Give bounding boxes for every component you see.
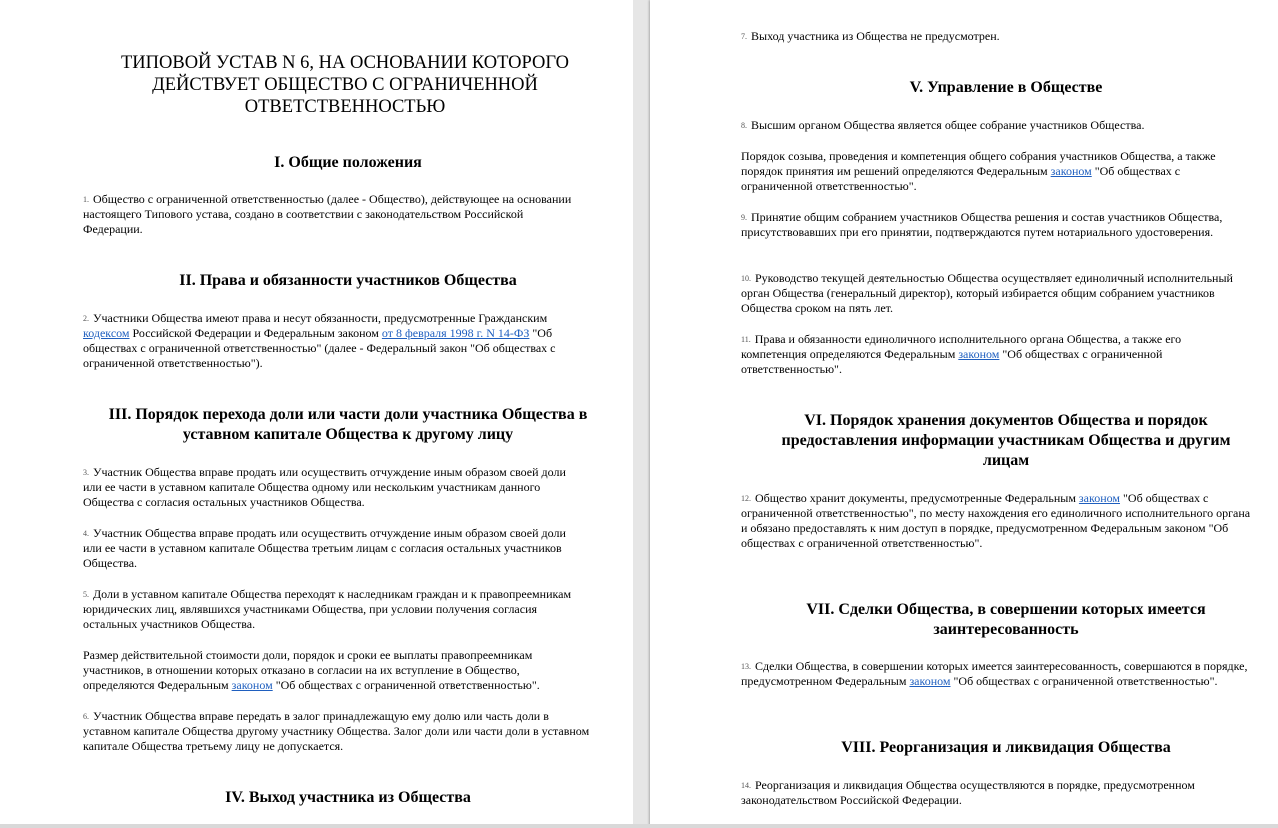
paragraph-text: Российской Федерации и Федеральным законом (132, 326, 379, 340)
paragraph-number: 10. (741, 274, 751, 283)
section-heading-8: VIII. Реорганизация и ликвидация Общества (841, 739, 1171, 756)
paragraph-text: Участник Общества вправе передать в залог принадлежащую ему долю или часть доли в уставном капитале Общества другому участнику Общества. Залог доли или части доли в уставном капитале Общества третьему лицу не допускается. (83, 709, 590, 753)
paragraph-text: Принятие общим собранием участников Общества решения и состав участников Общества, присутствовавших при его принятии, подтверждаются путем нотариального удостоверения. (741, 210, 1223, 239)
paragraph-number: 1. (83, 195, 89, 204)
horizontal-scroll-area[interactable] (0, 824, 1278, 828)
paragraph-text: Общество хранит документы, предусмотренные Федеральным (755, 491, 1076, 505)
paragraph-number: 13. (741, 662, 751, 671)
paragraph-number: 4. (83, 529, 89, 538)
paragraph-number: 3. (83, 468, 89, 477)
paragraph-14 (741, 778, 1251, 808)
page-gap (633, 0, 650, 828)
paragraph-2 (83, 311, 593, 371)
paragraph-text: Права и обязанности единоличного исполнительного органа Общества, а также его компетенция определяются Федеральным (741, 332, 1182, 361)
paragraph-number: 11. (741, 335, 751, 344)
paragraph-8 (741, 118, 1251, 133)
paragraph-text: Доли в уставном капитале Общества переходят к наследникам граждан и к правопреемникам юридических лиц, являвшихся участниками Общества, при условии получения согласия остальных участников Общества. (83, 587, 572, 631)
paragraph-text: Общество с ограниченной ответственностью (далее - Общество), действующее на основании настоящего Типового устава, создано в соответствии с законодательством Российской Федерации. (83, 192, 572, 236)
paragraph-11 (741, 332, 1241, 377)
document-page-left[interactable] (0, 0, 633, 826)
document-page-right[interactable] (650, 0, 1278, 826)
paragraph-9 (741, 210, 1241, 240)
paragraph-number: 5. (83, 590, 89, 599)
paragraph-12 (741, 491, 1251, 551)
paragraph-4 (83, 526, 583, 571)
civil-code-link[interactable]: кодексом (83, 326, 130, 340)
federal-law-link[interactable]: законом (1078, 491, 1120, 505)
paragraph-text: Участник Общества вправе продать или осуществить отчуждение иным образом своей доли или ее части в уставном капитале Общества третьим лицам с согласия остальных участников Общества. (83, 526, 566, 570)
paragraph-13 (741, 659, 1251, 689)
paragraph-number: 12. (741, 494, 751, 503)
federal-law-link[interactable]: законом (909, 674, 951, 688)
paragraph-6 (83, 709, 593, 754)
paragraph-number: 8. (741, 121, 747, 130)
paragraph-number: 14. (741, 781, 751, 790)
paragraph-text: "Об обществах с ограниченной ответственностью". (275, 678, 540, 692)
federal-law-link[interactable]: законом (958, 347, 1000, 361)
paragraph-5 (83, 587, 583, 632)
section-heading-7: VII. Сделки Общества, в совершении которых имеется заинтересованность (806, 601, 1206, 638)
paragraph-text: Сделки Общества, в совершении которых имеется заинтересованность, совершаются в порядке, предусмотренном Федеральным (741, 659, 1248, 688)
section-heading-5: V. Управление в Обществе (909, 79, 1103, 96)
paragraph-text: Руководство текущей деятельностью Общества осуществляет единоличный исполнительный орган Общества (генеральный директор), который избирается общим собранием участников Общества сроком на пять лет. (741, 271, 1233, 315)
paragraph-text: "Об обществах с ограниченной ответственностью", по месту нахождения его единоличного исполнительного органа и обязано предоставлять к ним доступ в порядке, предусмотренном Федеральным законом "Об обществах с ограниченной ответственностью". (741, 491, 1251, 550)
section-heading-3: III. Порядок перехода доли или части доли участника Общества в уставном капитале Общества к другому лицу (108, 406, 588, 443)
paragraph-text: Высшим органом Общества является общее собрание участников Общества. (751, 118, 1145, 132)
paragraph-text: Порядок созыва, проведения и компетенция общего собрания участников Общества, а также порядок принятия им решений определяются Федеральным (741, 149, 1216, 178)
paragraph-text: Выход участника из Общества не предусмотрен. (751, 29, 1000, 43)
paragraph-5-continued (83, 648, 583, 693)
paragraph-text: "Об обществах с ограниченной ответственностью". (953, 674, 1218, 688)
federal-law-date-link[interactable]: от 8 февраля 1998 г. N 14-ФЗ (381, 326, 530, 340)
paragraph-1 (83, 192, 583, 237)
paragraph-text: "Об обществах с ограниченной ответственностью". (741, 347, 1163, 376)
section-heading-6: VI. Порядок хранения документов Общества и порядок предоставления информации участникам Общества и другим лицам (781, 412, 1231, 469)
section-heading-4: IV. Выход участника из Общества (225, 789, 471, 806)
paragraph-text: Участники Общества имеют права и несут обязанности, предусмотренные Гражданским (93, 311, 548, 325)
paragraph-text: "Об обществах с ограниченной ответственностью". (741, 164, 1181, 193)
paragraph-text: "Об обществах с ограниченной ответственностью" (далее - Федеральный закон "Об обществах с ограниченной ответственностью"). (83, 326, 556, 370)
federal-law-link[interactable]: законом (1050, 164, 1092, 178)
paragraph-number: 6. (83, 712, 89, 721)
paragraph-number: 7. (741, 32, 747, 41)
paragraph-number: 9. (741, 213, 747, 222)
paragraph-text: Размер действительной стоимости доли, порядок и сроки ее выплаты правопреемникам участников, в отношении которых отказано в согласии на их вступление в Общество, определяются Федеральным (83, 648, 533, 692)
paragraph-7 (741, 29, 1251, 44)
section-heading-2: II. Права и обязанности участников Общества (179, 272, 517, 289)
paragraph-number: 2. (83, 314, 89, 323)
federal-law-link[interactable]: законом (231, 678, 273, 692)
paragraph-8-continued (741, 149, 1251, 194)
section-heading-1: I. Общие положения (274, 154, 422, 171)
paragraph-text: Участник Общества вправе продать или осуществить отчуждение иным образом своей доли или ее части в уставном капитале Общества одному или нескольким участникам данного Общества с согласия остальных участников Общества. (83, 465, 566, 509)
paragraph-text: Реорганизация и ликвидация Общества осуществляются в порядке, предусмотренном законодательством Российской Федерации. (741, 778, 1195, 807)
document-title: ТИПОВОЙ УСТАВ N 6, НА ОСНОВАНИИ КОТОРОГО ДЕЙСТВУЕТ ОБЩЕСТВО С ОГРАНИЧЕННОЙ ОТВЕТСТВЕННОСТЬЮ (120, 53, 570, 117)
paragraph-10 (741, 271, 1241, 316)
paragraph-3 (83, 465, 583, 510)
